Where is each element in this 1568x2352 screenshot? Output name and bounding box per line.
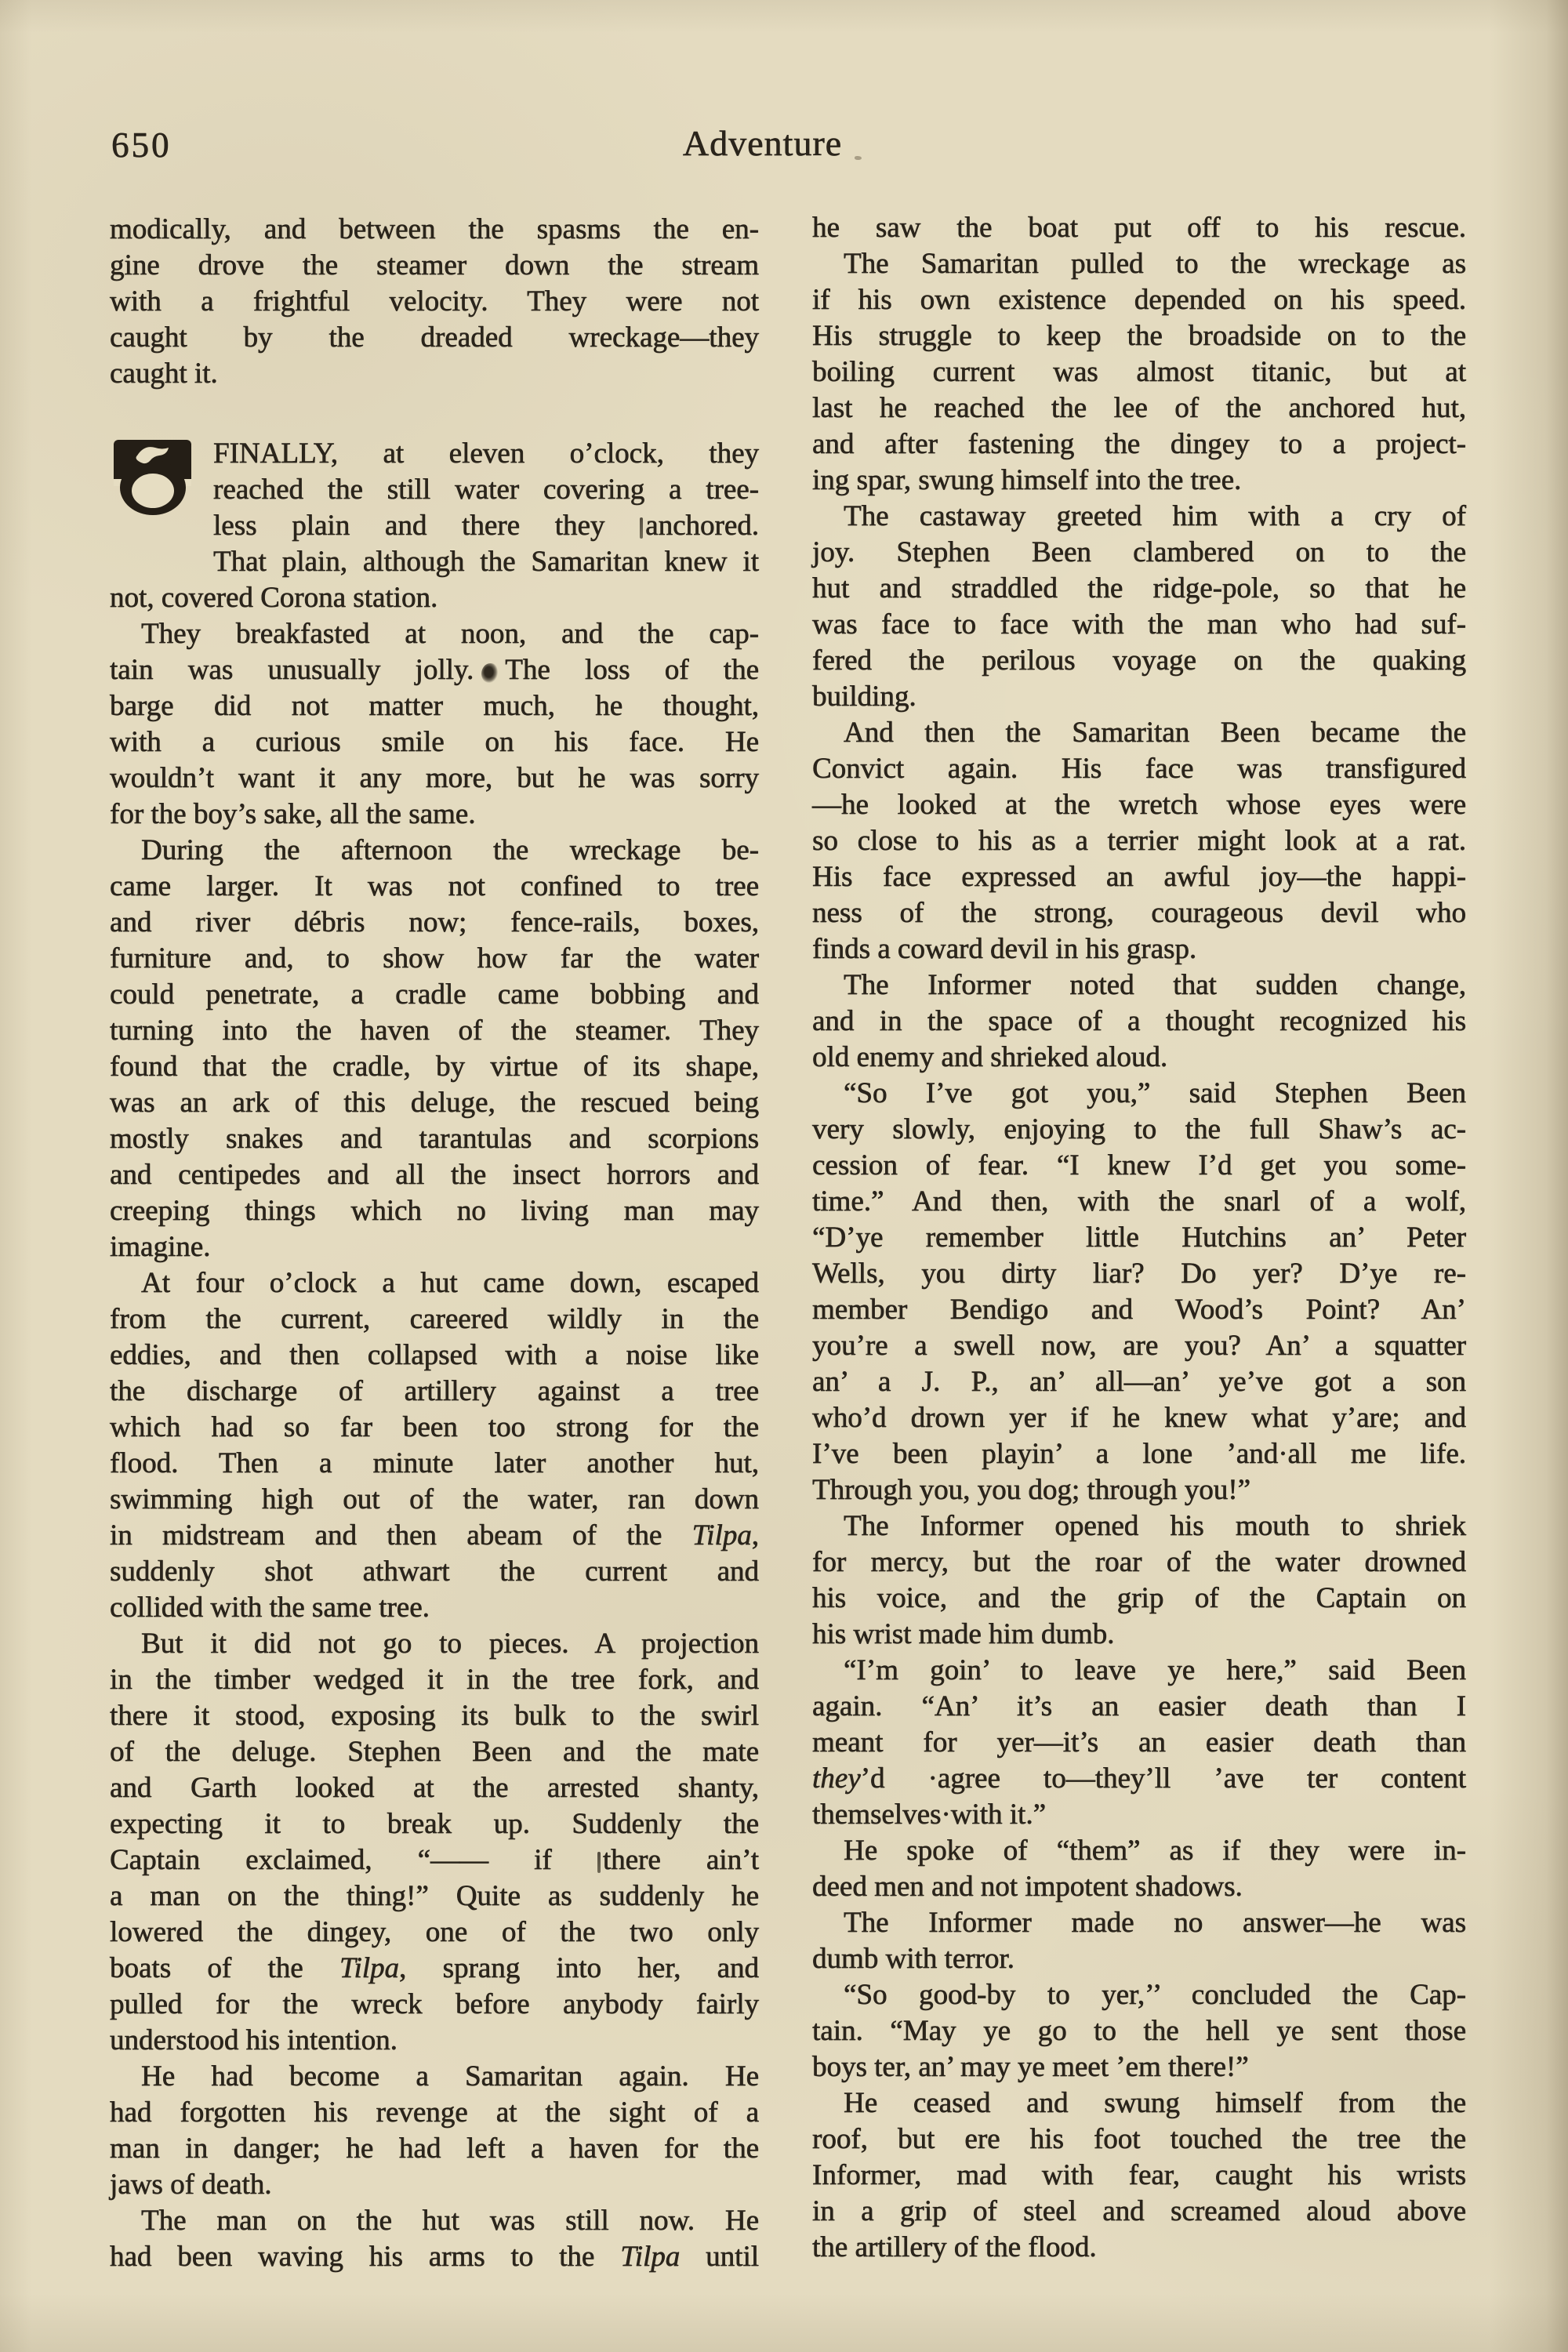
text-line: I’ve been playin’ a lone ’and·all me life. [812, 1438, 1466, 1470]
text-line: caught by the dreaded wreckage—they [110, 321, 759, 354]
text-line: The Samaritan pulled to the wreckage as [844, 248, 1466, 280]
text-line: boats of the Tilpa, sprang into her, and [110, 1952, 760, 1984]
text-line: wouldn’t want it any more, but he was sorry [110, 762, 759, 794]
text-line: with a frightful velocity. They were not [110, 285, 759, 318]
text-line: The man on the hut was still now. He [141, 2205, 759, 2237]
text-line: for mercy, but the roar of the water drowned [812, 1546, 1466, 1578]
text-line: of the deluge. Stephen Been and the mate [110, 1736, 759, 1768]
text-line: —he looked at the wretch whose eyes were [812, 789, 1466, 821]
text-line: tain. “May ye go to the hell ye sent those [812, 2015, 1466, 2047]
text-line: and Garth looked at the arrested shanty, [110, 1772, 759, 1804]
text-line: had been waving his arms to the Tilpa until [110, 2241, 759, 2273]
text-line: He had become a Samaritan again. He [141, 2060, 759, 2092]
text-line: his wrist made him dumb. [812, 1618, 1115, 1650]
text-line: But it did not go to pieces. A projection [141, 1628, 759, 1660]
text-line: in midstream and then abeam of the Tilpa, [110, 1519, 759, 1552]
paragraph [110, 436, 759, 616]
text-line: reached the still water covering a tree- [213, 474, 759, 506]
ink-speck [855, 156, 862, 160]
text-line: joy. Stephen Been clambered on to the [812, 536, 1466, 568]
right-text-column [812, 210, 1466, 2266]
running-head [0, 123, 1556, 165]
text-line: That plain, although the Samaritan knew it [213, 546, 759, 578]
text-line: roof, but ere his foot touched the tree the [812, 2123, 1466, 2155]
text-line: ness of the strong, courageous devil who [812, 897, 1466, 929]
paragraph [110, 833, 759, 1265]
paragraph [812, 1508, 1466, 1653]
text-line: boiling current was almost titanic, but at [812, 356, 1466, 388]
paragraph [110, 212, 759, 392]
paragraph [110, 2203, 759, 2275]
text-line: for the boy’s sake, all the same. [110, 798, 476, 830]
text-line: in a grip of steel and screamed aloud above [812, 2195, 1466, 2227]
text-line: The Informer opened his mouth to shriek [844, 1510, 1466, 1542]
text-line: very slowly, enjoying to the full Shaw’s ac- [812, 1113, 1466, 1145]
text-line: Convict again. His face was transfigured [812, 753, 1466, 785]
ink-blot [481, 663, 498, 683]
text-line: suddenly shot athwart the current and [110, 1555, 759, 1588]
paragraph [812, 967, 1466, 1076]
text-line: lowered the dingey, one of the two only [110, 1916, 759, 1948]
paragraph [110, 1265, 759, 1626]
text-line: modically, and between the spasms the en- [110, 213, 759, 245]
text-line: His face expressed an awful joy—the happi- [812, 861, 1466, 893]
text-line: dumb with terror. [812, 1943, 1014, 1975]
text-line: creeping things which no living man may [110, 1195, 759, 1227]
paragraph [110, 616, 759, 833]
text-line: FINALLY, at eleven o’clock, they [213, 437, 759, 470]
paragraph [812, 210, 1466, 246]
text-line: Informer, mad with fear, caught his wrists [812, 2159, 1466, 2191]
text-line: imagine. [110, 1231, 211, 1263]
text-line: his voice, and the grip of the Captain on [812, 1582, 1466, 1614]
text-line: They breakfasted at noon, and the cap- [141, 618, 759, 650]
text-line: again. “An’ it’s an easier death than I [812, 1690, 1466, 1722]
text-line: had forgotten his revenge at the sight of a [110, 2096, 759, 2129]
text-line: gine drove the steamer down the stream [110, 249, 759, 281]
text-line: And then the Samaritan Been became the [844, 717, 1466, 749]
text-line: pulled for the wreck before anybody fairly [110, 1988, 759, 2020]
text-line: His struggle to keep the broadside on to the [812, 320, 1466, 352]
text-line: with a curious smile on his face. He [110, 726, 759, 758]
text-line: and after fastening the dingey to a project- [812, 428, 1466, 460]
text-line: if his own existence depended on his speed. [812, 284, 1466, 316]
text-line: not, covered Corona station. [110, 582, 438, 614]
paragraph [812, 1653, 1466, 1833]
text-line: eddies, and then collapsed with a noise like [110, 1339, 759, 1371]
text-line: “D’ye remember little Hutchins an’ Peter [812, 1221, 1466, 1254]
text-line: a man on the thing!” Quite as suddenly he [110, 1880, 759, 1912]
text-line: he saw the boat put off to his rescue. [812, 212, 1466, 244]
text-line: and centipedes and all the insect horrors and [110, 1159, 759, 1191]
text-line: meant for yer—it’s an easier death than [812, 1726, 1466, 1759]
text-line: deed men and not impotent shadows. [812, 1871, 1243, 1903]
text-line: you’re a swell now, are you? An’ a squatter [812, 1330, 1466, 1362]
text-line: ing spar, swung himself into the tree. [812, 464, 1242, 496]
text-line: found that the cradle, by virtue of its shape, [110, 1051, 759, 1083]
text-line: Captain exclaimed, “—— if there ain’t [110, 1844, 759, 1876]
text-line: The Informer noted that sudden change, [844, 969, 1466, 1001]
text-line: there it stood, exposing its bulk to the swirl [110, 1700, 759, 1732]
paragraph [812, 1076, 1466, 1508]
text-line: time.” And then, with the snarl of a wolf, [812, 1185, 1466, 1218]
print-artifact-tick [640, 517, 643, 539]
text-line: tain was unusually jolly. The loss of the [110, 654, 759, 686]
text-line: and river débris now; fence-rails, boxes, [110, 906, 759, 938]
text-line: furniture and, to show how far the water [110, 942, 759, 975]
text-line: less plain and there they anchored. [213, 510, 759, 542]
paragraph [110, 2059, 759, 2203]
text-line: finds a coward devil in his grasp. [812, 933, 1197, 965]
text-line: so close to his as a terrier might look at a rat. [812, 825, 1466, 857]
paragraph [812, 2085, 1466, 2266]
text-line: themselves·with it.” [812, 1798, 1046, 1831]
text-line: they’d ·agree to—they’ll ’ave ter content [812, 1762, 1466, 1795]
text-line: came larger. It was not confined to tree [110, 870, 759, 902]
text-line: “So good-by to yer,’’ concluded the Cap- [844, 1979, 1466, 2011]
text-line: Through you, you dog; through you!” [812, 1474, 1251, 1506]
text-line: member Bendigo and Wood’s Point? An’ [812, 1294, 1466, 1326]
text-line: was face to face with the man who had suf- [812, 608, 1466, 641]
text-line: was an ark of this deluge, the rescued being [110, 1087, 759, 1119]
text-line: and in the space of a thought recognized his [812, 1005, 1466, 1037]
text-line: He ceased and swung himself from the [844, 2087, 1466, 2119]
paragraph [812, 1905, 1466, 1977]
text-line: flood. Then a minute later another hut, [110, 1447, 759, 1479]
text-line: He spoke of “them” as if they were in- [844, 1835, 1466, 1867]
text-line: expecting it to break up. Suddenly the [110, 1808, 759, 1840]
text-line: which had so far been too strong for the [110, 1411, 759, 1443]
paragraph [812, 499, 1466, 715]
text-line: caught it. [110, 358, 218, 390]
text-line: the artillery of the flood. [812, 2231, 1097, 2263]
text-line: last he reached the lee of the anchored hut, [812, 392, 1466, 424]
paragraph [110, 1626, 759, 2059]
text-line: The castaway greeted him with a cry of [844, 500, 1466, 532]
text-line: in the timber wedged it in the tree fork, and [110, 1664, 759, 1696]
text-line: collided with the same tree. [110, 1592, 430, 1624]
text-line: who’d drown yer if he knew what y’are; and [812, 1402, 1466, 1434]
text-line: boys ter, an’ may ye meet ’em there!” [812, 2051, 1249, 2083]
text-line: “So I’ve got you,” said Stephen Been [844, 1077, 1466, 1109]
text-line: old enemy and shrieked aloud. [812, 1041, 1168, 1073]
text-line: from the current, careered wildly in the [110, 1303, 759, 1335]
decorative-initial-ornament [110, 439, 213, 547]
text-line: At four o’clock a hut came down, escaped [141, 1267, 759, 1299]
text-line: fered the perilous voyage on the quaking [812, 644, 1466, 677]
text-line: building. [812, 681, 916, 713]
text-line: turning into the haven of the steamer. They [110, 1014, 759, 1047]
text-line: Wells, you dirty liar? Do yer? D’ye re- [812, 1258, 1466, 1290]
text-line: “I’m goin’ to leave ye here,” said Been [844, 1654, 1466, 1686]
text-line: The Informer made no answer—he was [844, 1907, 1466, 1939]
text-line: barge did not matter much, he thought, [110, 690, 759, 722]
text-line: cession of fear. “I knew I’d get you some- [812, 1149, 1466, 1181]
text-line: jaws of death. [110, 2169, 272, 2201]
running-head-title: Adventure [682, 123, 843, 163]
page-number: 650 [111, 125, 172, 165]
text-line: man in danger; he had left a haven for the [110, 2132, 759, 2165]
print-artifact-tick [597, 1852, 601, 1873]
text-line: swimming high out of the water, ran down [110, 1483, 759, 1515]
text-line: could penetrate, a cradle came bobbing and [110, 978, 759, 1011]
paragraph [812, 1977, 1466, 2085]
text-line: an’ a J. P., an’ all—an’ ye’ve got a son [812, 1366, 1466, 1398]
paragraph [812, 246, 1466, 499]
text-line: During the afternoon the wreckage be- [141, 834, 759, 866]
text-line: the discharge of artillery against a tree [110, 1375, 759, 1407]
text-line: understood his intention. [110, 2024, 397, 2056]
paragraph [812, 1833, 1466, 1905]
text-line: hut and straddled the ridge-pole, so that he [812, 572, 1466, 604]
left-text-column [110, 212, 759, 2275]
paragraph [812, 715, 1466, 967]
text-line: mostly snakes and tarantulas and scorpions [110, 1123, 759, 1155]
